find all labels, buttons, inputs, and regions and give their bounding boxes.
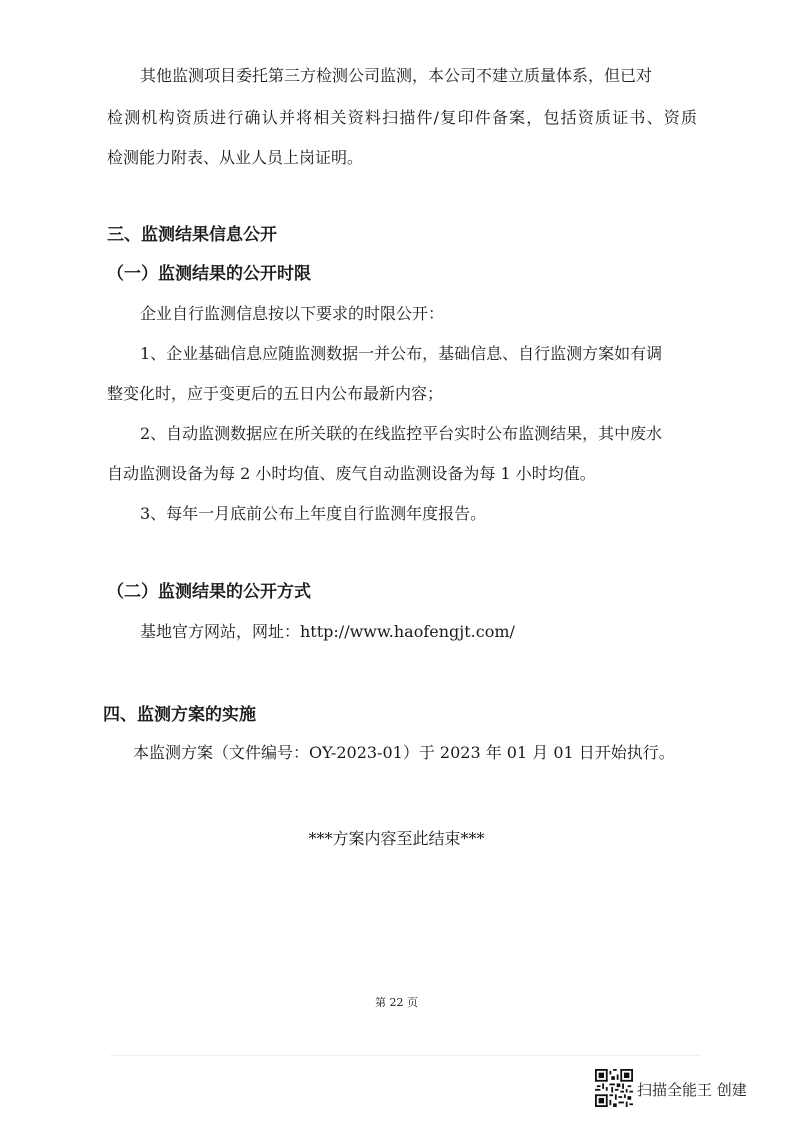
section4-heading: 四、监测方案的实施 [103,705,256,725]
section3-heading: 三、监测结果信息公开 [107,225,277,245]
sub1-item2-line2: 自动监测设备为每 2 小时均值、废气自动监测设备为每 1 小时均值。 [107,464,596,483]
sub1-intro: 企业自行监测信息按以下要求的时限公开： [140,304,445,323]
section3-sub1-heading: （一）监测结果的公开时限 [107,264,311,284]
scan-edge-divider [110,1055,700,1056]
scanner-brand-label: 扫描全能王 创建 [637,1081,747,1099]
sub1-item3: 3、每年一月底前公布上年度自行监测年度报告。 [140,504,487,523]
section3-sub2-heading: （二）监测结果的公开方式 [107,582,311,602]
para1-line1: 其他监测项目委托第三方检测公司监测，本公司不建立质量体系，但已对 [140,66,653,85]
para1-line2: 检测机构资质进行确认并将相关资料扫描件/复印件备案，包括资质证书、资质 [107,108,697,127]
qr-code-icon [595,1069,633,1107]
para1-line3: 检测能力附表、从业人员上岗证明。 [107,148,364,167]
sub2-website: 基地官方网站，网址：http://www.haofengjt.com/ [140,622,515,641]
sub1-item2-line1: 2、自动监测数据应在所关联的在线监控平台实时公布监测结果，其中废水 [140,424,663,443]
page-number: 第 22 页 [375,996,418,1009]
sub1-item1-line1: 1、企业基础信息应随监测数据一并公布，基础信息、自行监测方案如有调 [140,344,663,363]
section4-text: 本监测方案（文件编号：OY-2023-01）于 2023 年 01 月 01 日开始执行。 [133,743,675,762]
end-marker: ***方案内容至此结束*** [308,829,485,848]
sub1-item1-line2: 整变化时，应于变更后的五日内公布最新内容； [107,384,444,403]
